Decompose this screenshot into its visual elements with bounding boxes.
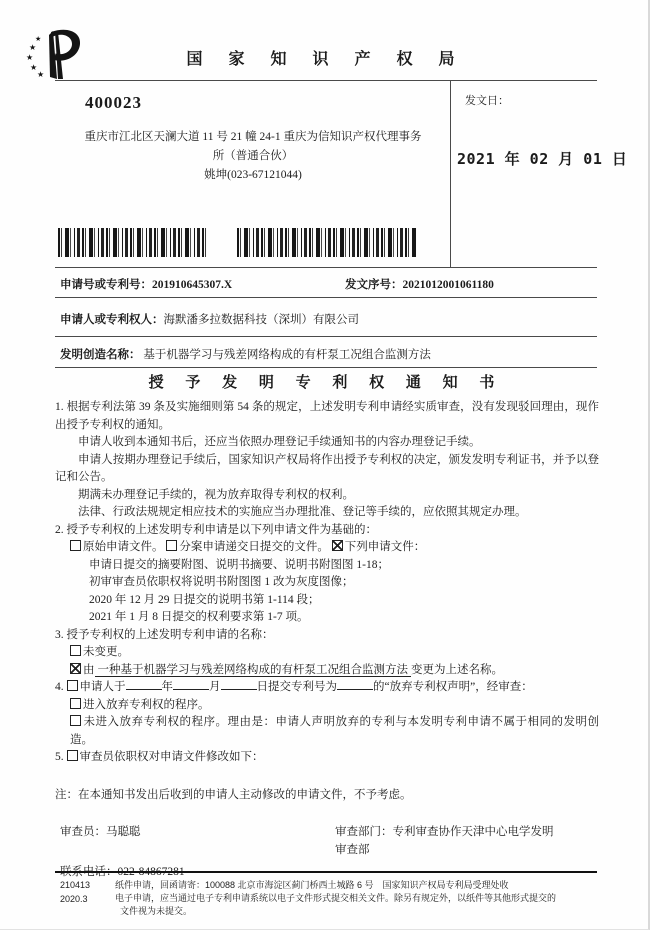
svg-text:★: ★ xyxy=(26,53,34,62)
recipient-contact: 姚坤(023-67121044) xyxy=(204,169,302,181)
form-code: 210413 xyxy=(60,880,91,890)
checkbox-division-files xyxy=(166,540,177,551)
svg-text:★: ★ xyxy=(35,35,42,43)
name-changed-suffix: 变更为上述名称。 xyxy=(411,663,503,676)
meta-row-applicant xyxy=(55,298,597,337)
name-changed-prefix: 由 xyxy=(83,663,95,676)
footer-line-3: 文件视为未提交。 xyxy=(120,906,193,916)
footer-line-2: 电子申请，应当通过电子专利申请系统以电子文件形式提交相关文件。除另有规定外，以纸件等其他形式提交的 xyxy=(115,893,557,903)
barcode-icon xyxy=(237,228,417,257)
checkbox-following-files-label: 下列申请文件： xyxy=(344,541,426,553)
checkbox-name-changed xyxy=(70,663,81,674)
body-paragraph-4: 期满未办理登记手续的，视为放弃取得专利权的权利。 xyxy=(78,488,354,501)
svg-text:★: ★ xyxy=(30,63,38,72)
barcode-icon xyxy=(58,228,207,257)
document-meta xyxy=(55,268,597,368)
checkbox-examiner-modify-label: 审查员依职权对申请文件修改如下： xyxy=(79,751,264,763)
checkbox-not-enter-waiver xyxy=(70,715,81,726)
previous-invention-name: 一种基于机器学习与残差网络构成的有杆泵工况组合监测方法 xyxy=(95,664,412,677)
footer-line-1: 纸件申请，回函请寄：100088 北京市海淀区蓟门桥西土城路 6 号 国家知识产权局专利局受理处收 xyxy=(115,880,509,890)
body-paragraph-1: 1. 根据专利法第 39 条及实施细则第 54 条的规定，上述发明专利申请经实质审查，没有发现驳回理由，现作出授予专利权的通知。 xyxy=(55,401,599,431)
name-changed-line xyxy=(55,662,599,680)
file-line-1: 申请日提交的摘要附图、说明书摘要、说明书附图图 1-18； xyxy=(89,558,389,571)
checkbox-original-files-label: 原始申请文件。 xyxy=(83,541,164,553)
checkbox-enter-waiver-label: 进入放弃专利权的程序。 xyxy=(83,698,210,711)
blank-day-field xyxy=(221,679,257,690)
body-paragraph-6: 2. 授予专利权的上述发明专利申请是以下列申请文件为基础的： xyxy=(55,523,377,536)
issue-date-value: 2021 年 02 月 01 日 xyxy=(457,150,628,168)
checkbox-division-files-label: 分案申请递交日提交的文件。 xyxy=(179,541,329,553)
file-line-3: 2020 年 12 月 29 日提交的说明书第 1-114 段； xyxy=(89,593,320,606)
recipient-address xyxy=(63,128,443,185)
examiner-name: 马聪聪 xyxy=(106,826,141,838)
item5-number: 5. xyxy=(55,751,64,763)
waiver-text-c: 月 xyxy=(209,681,221,693)
recipient-postcode: 400023 xyxy=(85,93,142,112)
checkbox-name-unchanged xyxy=(70,645,81,656)
meta-row-invention xyxy=(55,337,597,368)
waiver-line xyxy=(55,679,599,697)
dispatch-serial-label: 发文序号： xyxy=(345,279,403,291)
checkbox-following-files xyxy=(332,540,343,551)
checkbox-name-unchanged-label: 未变更。 xyxy=(83,646,129,658)
table-divider xyxy=(450,80,451,268)
note-line: 注：在本通知书发出后收到的申请人主动修改的申请文件，不予考虑。 xyxy=(55,788,412,801)
basis-checkbox-line xyxy=(55,539,599,557)
blank-patent-no-field xyxy=(337,679,373,690)
checkbox-examiner-modify xyxy=(67,750,78,761)
recipient-address-line2: 所（普通合伙） xyxy=(212,150,294,162)
checkbox-not-enter-waiver-label: 未进入放弃专利权的程序。理由是：申请人声明放弃的专利与本发明专利申请不属于相同的发明创造。 xyxy=(70,716,599,746)
blank-month-field xyxy=(173,679,209,690)
agency-title: 国 家 知 识 产 权 局 xyxy=(186,51,466,68)
waiver-text-a: 申请人于 xyxy=(79,681,126,693)
department-label: 审查部门： xyxy=(335,826,393,838)
body-paragraph-3: 申请人按期办理登记手续后，国家知识产权局将作出授予专利权的决定，颁发发明专利证书，并予以登记和公告。 xyxy=(55,453,599,483)
waiver-text-d: 日提交专利号为 xyxy=(256,681,337,693)
meta-row-numbers xyxy=(55,268,597,298)
enter-waiver-line xyxy=(55,697,599,715)
svg-text:★: ★ xyxy=(29,43,37,52)
waiver-text-b: 年 xyxy=(161,681,173,693)
body-paragraph-7: 3. 授予专利权的上述发明专利申请的名称： xyxy=(55,628,274,641)
checkbox-original-files xyxy=(70,540,81,551)
department-line2: 审查部 xyxy=(335,844,370,856)
footer-rule xyxy=(55,871,597,873)
notice-title: 授 予 发 明 专 利 权 通 知 书 xyxy=(148,375,504,391)
name-unchanged-line xyxy=(55,644,599,662)
svg-text:★: ★ xyxy=(37,70,45,79)
examining-department xyxy=(335,823,595,859)
dispatch-serial-value: 2021012001061180 xyxy=(402,279,494,291)
checkbox-enter-waiver xyxy=(70,698,81,709)
applicant-value: 海默潘多拉数据科技（深圳）有限公司 xyxy=(163,314,359,326)
application-number-label: 申请号或专利号： xyxy=(60,279,152,291)
waiver-text-e: 的“放弃专利权声明”，经审查： xyxy=(373,681,533,693)
applicant-label: 申请人或专利权人： xyxy=(60,314,164,326)
issue-date-label: 发文日： xyxy=(465,95,509,107)
invention-title-label: 发明创造名称： xyxy=(60,349,141,361)
file-line-2: 初审审查员依职权将说明书附图图 1 改为灰度图像； xyxy=(89,576,354,588)
body-paragraph-5: 法律、行政法规规定相应技术的实施应当办理批准、登记等手续的，应依照其规定办理。 xyxy=(78,506,527,518)
form-version: 2020.3 xyxy=(60,894,88,904)
examiner-modify-line xyxy=(55,749,599,767)
recipient-info-table xyxy=(55,80,628,268)
application-number-value: 201910645307.X xyxy=(152,279,233,291)
not-enter-waiver-line xyxy=(55,714,599,749)
department-line1: 专利审查协作天津中心电学发明 xyxy=(392,826,554,838)
item4-number: 4. xyxy=(55,681,64,693)
recipient-address-line1: 重庆市江北区天澜大道 11 号 21 幢 24-1 重庆为信知识产权代理事务 xyxy=(84,131,422,143)
checkbox-waiver xyxy=(67,680,78,691)
invention-title-value: 基于机器学习与残差网络构成的有杆泵工况组合监测方法 xyxy=(143,349,431,361)
file-line-4: 2021 年 1 月 8 日提交的权利要求第 1-7 项。 xyxy=(89,611,309,623)
examiner-label: 审查员： xyxy=(60,826,106,838)
notice-body xyxy=(55,399,599,804)
blank-year-field xyxy=(126,679,162,690)
body-paragraph-2: 申请人收到本通知书后，还应当依照办理登记手续通知书的内容办理登记手续。 xyxy=(78,436,481,448)
